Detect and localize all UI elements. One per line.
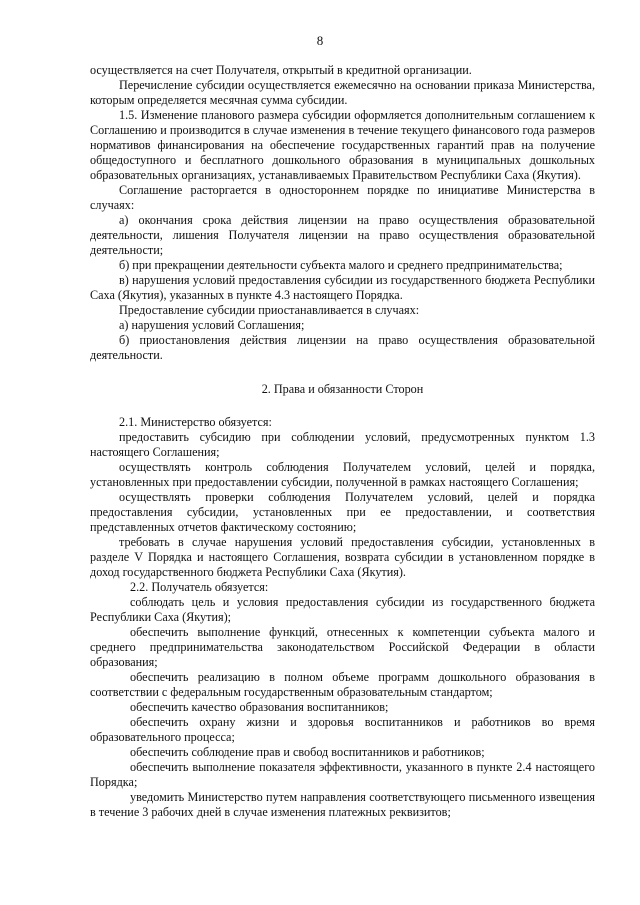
paragraph: а) нарушения условий Соглашения; xyxy=(119,318,305,332)
paragraph: 1.5. Изменение планового размера субсидии оформляется дополнительным соглашением к Соглашению и производится в случае изменения в течение текущего финансового года размеров нормативов финансирования на обеспечение государственных гарантий прав на получение общедоступного и бесплатного дошкольного образования в муниципальных дошкольных образовательных организациях, устанавливаемых Правительством Республики Саха (Якутия). xyxy=(90,108,595,182)
paragraph: обеспечить качество образования воспитанников; xyxy=(130,700,389,714)
paragraph: обеспечить выполнение функций, отнесенных к компетенции субъекта малого и среднего предпринимательства законодательством Российской Федерации в области образования; xyxy=(90,625,595,669)
paragraph: 2.1. Министерство обязуется: xyxy=(119,415,272,429)
paragraph: а) окончания срока действия лицензии на право осуществления образовательной деятельности, лишения Получателя лицензии на право осуществления образовательной деятельности; xyxy=(90,213,595,257)
section-2-heading: 2. Права и обязанности Сторон xyxy=(261,382,424,396)
paragraph: осуществляется на счет Получателя, открытый в кредитной организации. xyxy=(90,63,472,77)
paragraph: соблюдать цель и условия предоставления субсидии из государственного бюджета Республики Саха (Якутия); xyxy=(90,595,595,624)
section-1-text xyxy=(90,63,595,363)
paragraph: обеспечить соблюдение прав и свобод воспитанников и работников; xyxy=(130,745,485,759)
paragraph: требовать в случае нарушения условий предоставления субсидии, установленных в разделе V Порядка и настоящего Соглашения, возврата субсидии в установленном порядке в доход государственного бюджета Республики Саха (Якутия). xyxy=(90,535,595,579)
paragraph: обеспечить выполнение показателя эффективности, указанного в пункте 2.4 настоящего Порядка; xyxy=(90,760,595,789)
paragraph: осуществлять контроль соблюдения Получателем условий, целей и порядка, установленных при предоставлении субсидии, полученной в рамках настоящего Соглашения; xyxy=(90,460,595,489)
paragraph: б) приостановления действия лицензии на право осуществления образовательной деятельности. xyxy=(90,333,595,362)
paragraph: уведомить Министерство путем направления соответствующего письменного извещения в течение 3 рабочих дней в случае изменения платежных реквизитов; xyxy=(90,790,595,819)
paragraph: 2.2. Получатель обязуется: xyxy=(130,580,269,594)
paragraph: Соглашение расторгается в одностороннем порядке по инициативе Министерства в случаях: xyxy=(90,183,595,212)
paragraph: обеспечить реализацию в полном объеме программ дошкольного образования в соответствии с федеральным государственным образовательным стандартом; xyxy=(90,670,595,699)
paragraph: предоставить субсидию при соблюдении условий, предусмотренных пунктом 1.3 настоящего Соглашения; xyxy=(90,430,595,459)
page-number: 8 xyxy=(316,33,324,48)
paragraph: б) при прекращении деятельности субъекта малого и среднего предпринимательства; xyxy=(119,258,563,272)
paragraph: осуществлять проверки соблюдения Получателем условий, целей и порядка предоставления субсидии, установленных при ее предоставлении, и соответствия представленных отчетов фактическому состоянию; xyxy=(90,490,595,534)
paragraph: в) нарушения условий предоставления субсидии из государственного бюджета Республики Саха (Якутия), указанных в пункте 4.3 настоящего Порядка. xyxy=(90,273,595,302)
paragraph: Перечисление субсидии осуществляется ежемесячно на основании приказа Министерства, которым определяется месячная сумма субсидии. xyxy=(90,78,595,107)
section-2-text xyxy=(90,415,595,820)
document-body xyxy=(90,63,595,820)
paragraph: обеспечить охрану жизни и здоровья воспитанников и работников во время образовательного процесса; xyxy=(90,715,595,744)
paragraph: Предоставление субсидии приостанавливается в случаях: xyxy=(119,303,420,317)
